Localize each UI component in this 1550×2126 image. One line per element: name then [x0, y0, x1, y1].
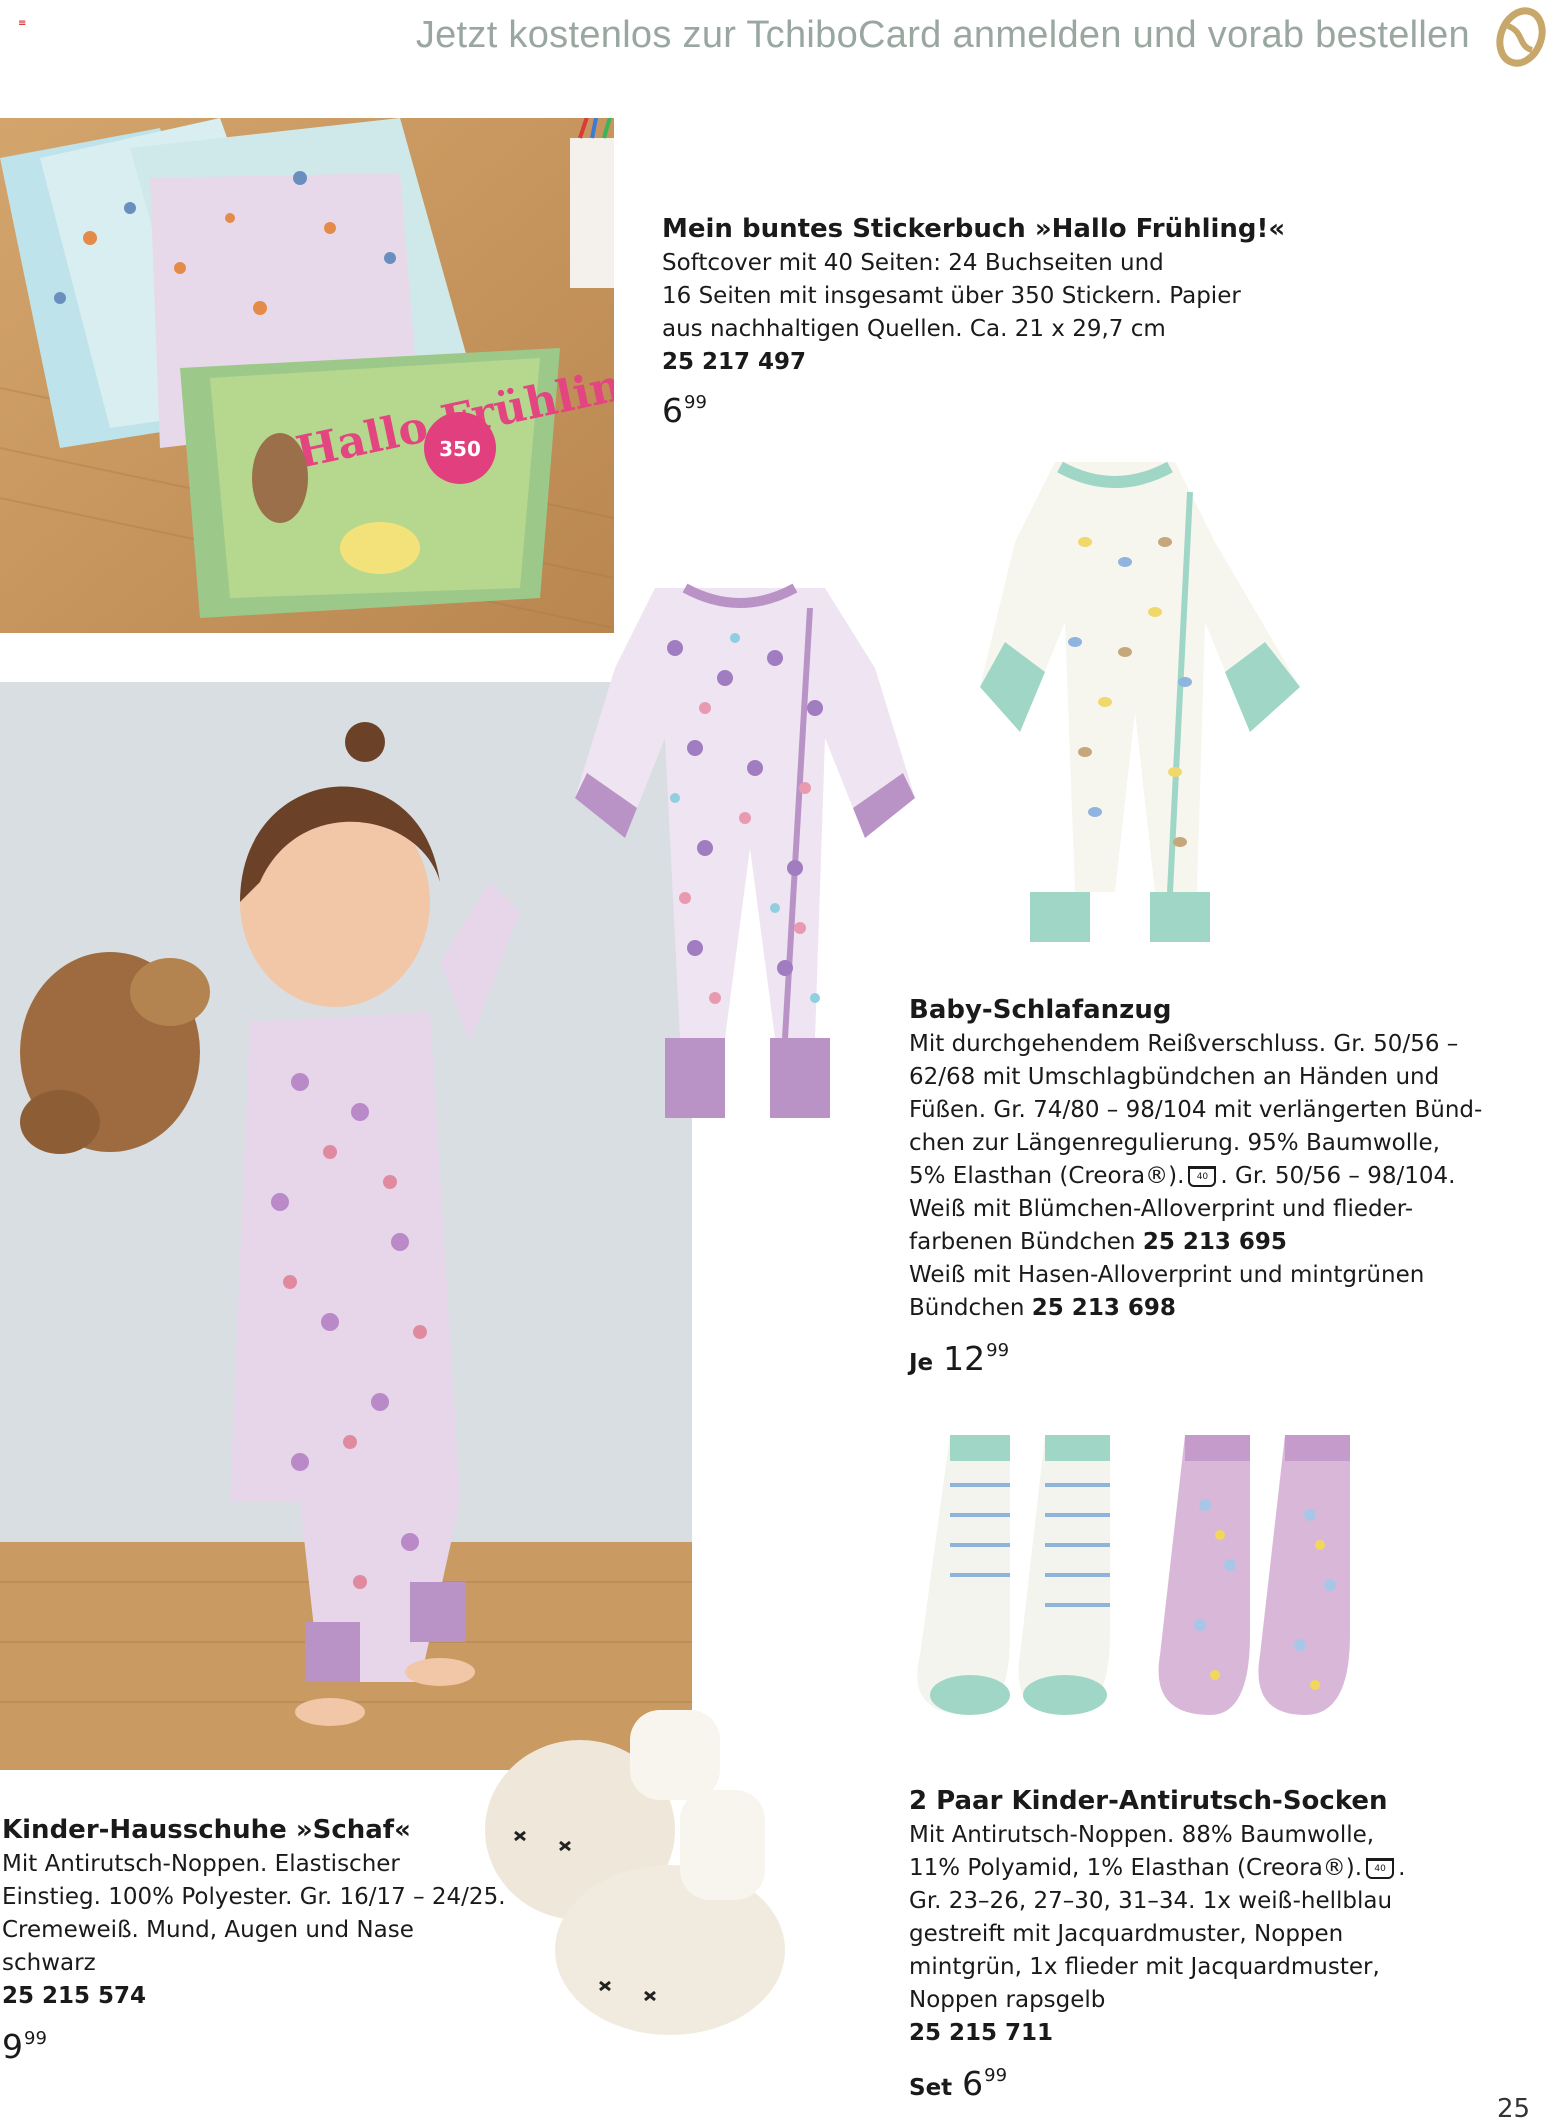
price-main: 12: [943, 1339, 986, 1378]
sleepsuit-bunny-photo: [975, 452, 1315, 957]
price-main: 6: [962, 2064, 984, 2103]
corner-mark: ≡: [18, 18, 27, 29]
socks-desc-line: Noppen rapsgelb: [909, 1987, 1106, 2013]
socks-desc-line: gestreift mit Jacquardmuster, Noppen: [909, 1921, 1344, 1947]
stickerbook-badge: 350: [439, 437, 481, 461]
price-cents: 99: [684, 392, 707, 413]
socks-desc-line: [909, 1852, 1509, 1885]
price-prefix: Set: [909, 2075, 953, 2101]
stickerbook-description: [662, 247, 1241, 346]
sleepsuit-description: [909, 1028, 1509, 1325]
sleepsuit-info: [909, 992, 1509, 1383]
socks-material-end: .: [1398, 1855, 1406, 1881]
socks-desc-line: mintgrün, 1x flieder mit Jacquardmuster,: [909, 1954, 1380, 1980]
price-cents: 99: [986, 1340, 1010, 1361]
socks-title: 2 Paar Kinder-Antirutsch-Socken: [909, 1786, 1388, 1816]
socks-article-number: 25 215 711: [909, 2020, 1054, 2046]
socks-desc-line: Gr. 23–26, 27–30, 31–34. 1x weiß-hellblau: [909, 1888, 1393, 1914]
tchibo-logo-icon: [1494, 6, 1548, 68]
sleepsuit-desc-line: Mit durchgehendem Reißverschluss. Gr. 50/56 –: [909, 1031, 1459, 1057]
wash-40-icon: 40: [1188, 1166, 1216, 1187]
price-cents: 99: [24, 2028, 47, 2049]
stickerbook-desc-line: 16 Seiten mit insgesamt über 350 Stickern. Papier: [662, 283, 1241, 309]
socks-description: [909, 1819, 1509, 2017]
stickerbook-article-number: 25 217 497: [662, 349, 807, 375]
sleepsuit-desc-line: 62/68 mit Umschlagbündchen an Händen und: [909, 1064, 1440, 1090]
slippers-article-number: 25 215 574: [2, 1983, 147, 2009]
slippers-title: Kinder-Hausschuhe »Schaf«: [2, 1815, 411, 1845]
socks-desc-line: Mit Antirutsch-Noppen. 88% Baumwolle,: [909, 1822, 1375, 1848]
price-main: 9: [2, 2027, 23, 2066]
slippers-desc-line: Mit Antirutsch-Noppen. Elastischer: [2, 1851, 400, 1877]
stickerbook-desc-line: Softcover mit 40 Seiten: 24 Buchseiten und: [662, 250, 1164, 276]
wash-40-icon: 40: [1366, 1858, 1394, 1879]
socks-price: [909, 2056, 1509, 2108]
stickerbook-cover-title: Hallo Frühling!: [291, 349, 614, 479]
slippers-desc-line: Cremeweiß. Mund, Augen und Nase: [2, 1917, 414, 1943]
sleepsuit-material: 5% Elasthan (Creora®).: [909, 1163, 1185, 1189]
slippers-info: [2, 1812, 506, 2067]
sleepsuit-variant-2: Bündchen: [909, 1295, 1032, 1321]
slippers-description: [2, 1848, 506, 1980]
stickerbook-title: Mein buntes Stickerbuch »Hallo Frühling!«: [662, 214, 1286, 244]
sleepsuit-title: Baby-Schlafanzug: [909, 995, 1172, 1025]
sleepsuit-floral-photo: [575, 568, 935, 1128]
stickerbook-photo: [0, 118, 614, 633]
sleepsuit-desc-line: Füßen. Gr. 74/80 – 98/104 mit verlängerten Bünd-: [909, 1097, 1483, 1123]
stickerbook-desc-line: aus nachhaltigen Quellen. Ca. 21 x 29,7 cm: [662, 316, 1166, 342]
sleepsuit-desc-line: chen zur Längenregulierung. 95% Baumwolle,: [909, 1130, 1440, 1156]
sleepsuit-desc-line: [909, 1226, 1509, 1259]
socks-photo: [900, 1425, 1380, 1735]
sleepsuit-article-2: 25 213 698: [1031, 1295, 1176, 1321]
tchibocard-banner[interactable]: Jetzt kostenlos zur TchiboCard anmelden und vorab bestellen: [415, 14, 1470, 56]
slippers-desc-line: schwarz: [2, 1950, 96, 1976]
sleepsuit-desc-line: Weiß mit Hasen-Alloverprint und mintgrünen: [909, 1262, 1425, 1288]
price-main: 6: [662, 391, 683, 430]
sleepsuit-variant-1: farbenen Bündchen: [909, 1229, 1143, 1255]
slippers-photo: [470, 1700, 830, 2040]
sleepsuit-desc-line: [909, 1160, 1509, 1193]
socks-info: [909, 1783, 1509, 2108]
slippers-price: [2, 2019, 482, 2067]
sleepsuit-article-1: 25 213 695: [1142, 1229, 1287, 1255]
page-number: 25: [1497, 2094, 1531, 2124]
stickerbook-price: [662, 383, 1222, 431]
sleepsuit-price: [909, 1331, 1509, 1383]
price-cents: 99: [984, 2065, 1008, 2086]
sleepsuit-sizes: . Gr. 50/56 – 98/104.: [1220, 1163, 1456, 1189]
stickerbook-info: [662, 211, 1286, 431]
socks-material: 11% Polyamid, 1% Elasthan (Creora®).: [909, 1855, 1363, 1881]
sleepsuit-desc-line: [909, 1292, 1509, 1325]
sleepsuit-desc-line: Weiß mit Blümchen-Alloverprint und flieder-: [909, 1196, 1414, 1222]
slippers-desc-line: Einstieg. 100% Polyester. Gr. 16/17 – 24/25.: [2, 1884, 506, 1910]
price-prefix: Je: [909, 1350, 934, 1376]
